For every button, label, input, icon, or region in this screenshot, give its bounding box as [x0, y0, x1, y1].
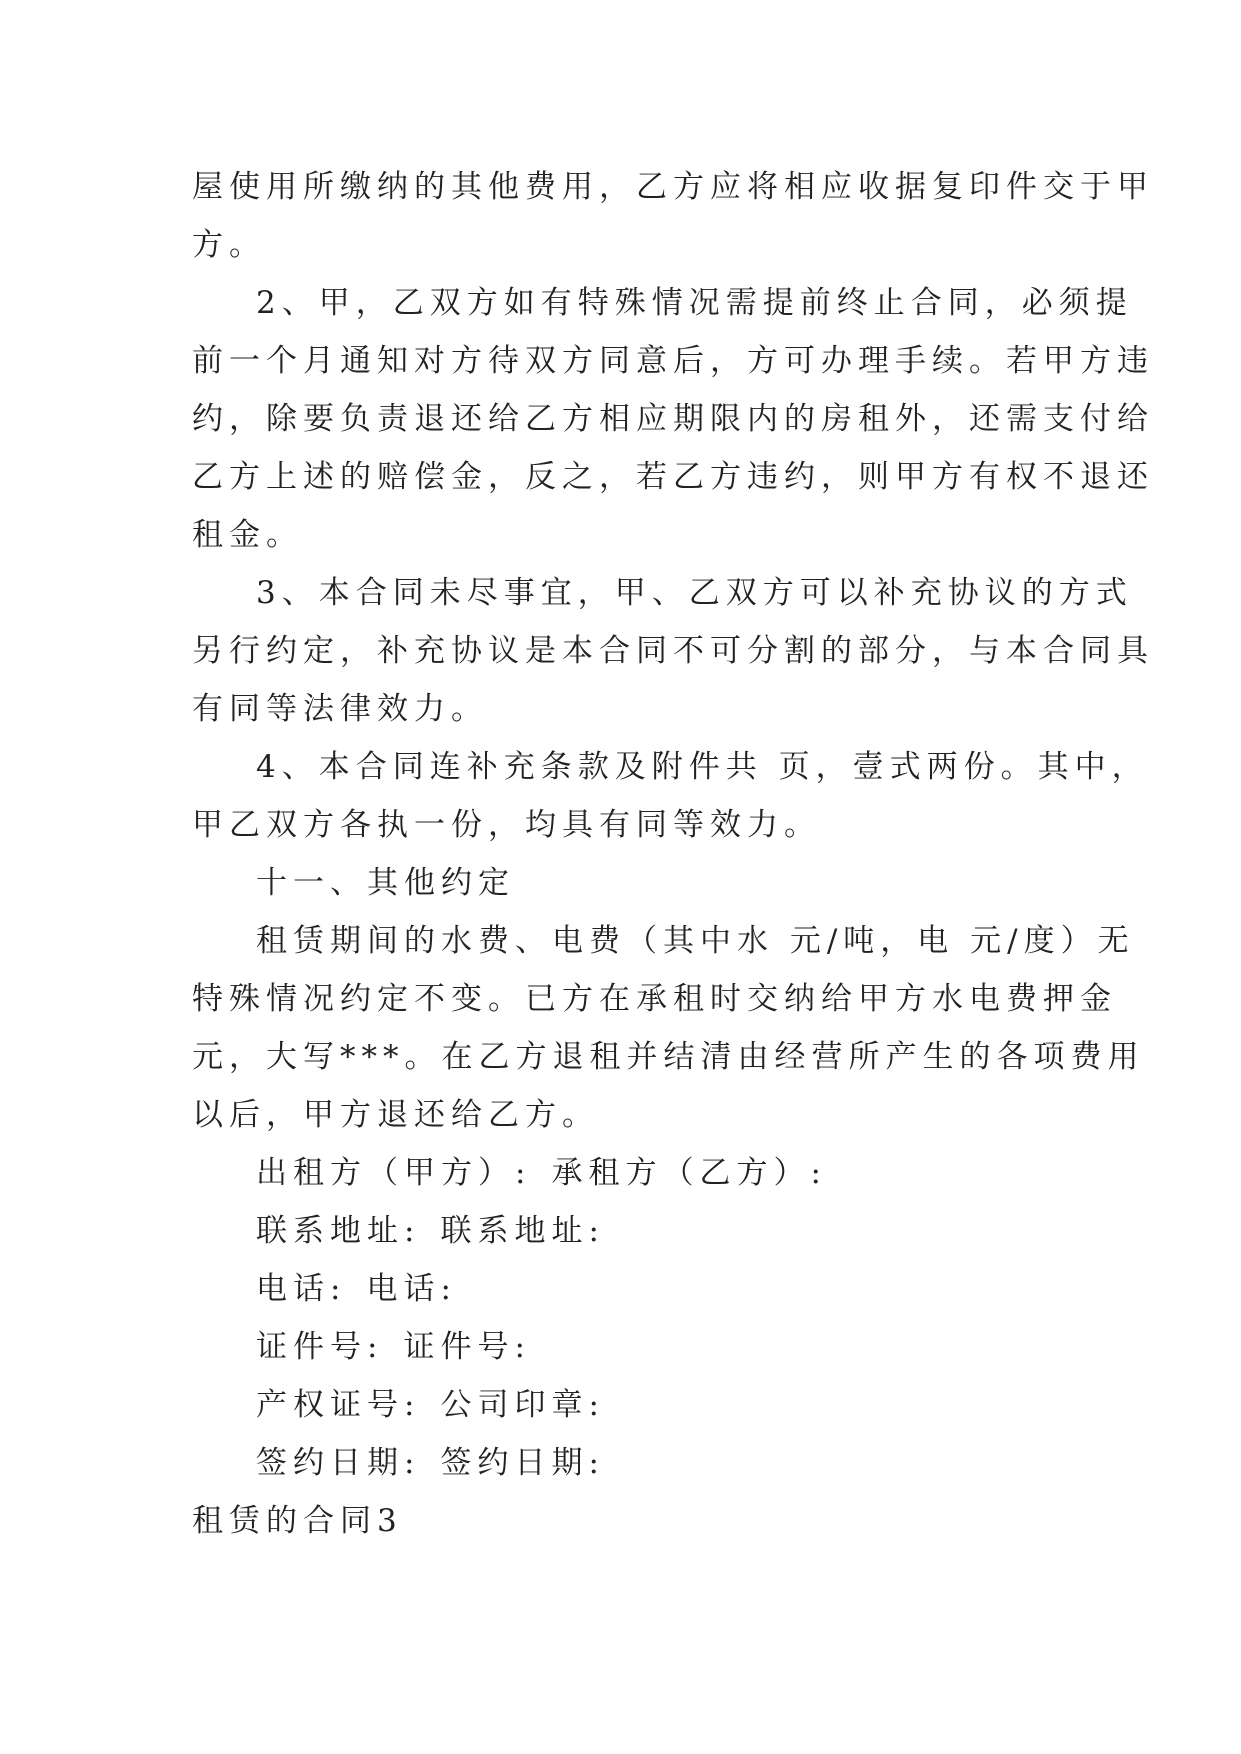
lessor-id-label: 证件号: — [256, 1329, 384, 1365]
paragraph-3-line-1: 3、本合同未尽事宜，甲、乙双方可以补充协议的方式 — [256, 575, 1133, 611]
paragraph-5-line-3: 元，大写***。在乙方退租并结清由经营所产生的各项费用 — [192, 1039, 1145, 1075]
paragraph-5-line-1: 租赁期间的水费、电费（其中水 元/吨，电 元/度）无 — [256, 923, 1135, 959]
lessee-label: 承租方（乙方）: — [551, 1155, 827, 1191]
paragraph-1-line-2: 方。 — [192, 227, 266, 263]
lessee-date-label: 签约日期: — [440, 1445, 605, 1481]
lessee-phone-label: 电话: — [366, 1271, 457, 1307]
lessor-date-label: 签约日期: — [256, 1445, 421, 1481]
paragraph-2-line-1: 2、甲，乙双方如有特殊情况需提前终止合同，必须提 — [256, 285, 1133, 321]
paragraph-5-line-2: 特殊情况约定不变。已方在承租时交纳给甲方水电费押金 — [192, 981, 1117, 1017]
property-cert-label: 产权证号: — [256, 1387, 421, 1423]
paragraph-2-line-5: 租金。 — [192, 517, 303, 553]
section-heading: 十一、其他约定 — [256, 865, 515, 901]
paragraph-1-line-1: 屋使用所缴纳的其他费用，乙方应将相应收据复印件交于甲 — [192, 169, 1154, 205]
signature-phone-row — [192, 1260, 1052, 1318]
document-page — [192, 158, 1154, 1550]
paragraph-2-line-4: 乙方上述的赔偿金，反之，若乙方违约，则甲方有权不退还 — [192, 459, 1154, 495]
paragraph-4-line-1: 4、本合同连补充条款及附件共 页，壹式两份。其中， — [256, 749, 1149, 785]
lessor-address-label: 联系地址: — [256, 1213, 421, 1249]
paragraph-2-line-2: 前一个月通知对方待双方同意后，方可办理手续。若甲方违 — [192, 343, 1154, 379]
signature-id-row — [192, 1318, 1052, 1376]
company-seal-label: 公司印章: — [440, 1387, 605, 1423]
lessee-id-label: 证件号: — [403, 1329, 531, 1365]
signature-address-row — [192, 1202, 1052, 1260]
next-contract-title: 租赁的合同3 — [192, 1503, 403, 1539]
paragraph-5-line-4: 以后，甲方退还给乙方。 — [192, 1097, 599, 1133]
signature-cert-row — [192, 1376, 1052, 1434]
paragraph-3-line-2: 另行约定，补充协议是本合同不可分割的部分，与本合同具 — [192, 633, 1154, 669]
lessor-label: 出租方（甲方）: — [256, 1155, 532, 1191]
signature-parties-row — [192, 1144, 1052, 1202]
signature-date-row — [192, 1434, 1052, 1492]
paragraph-2-line-3: 约，除要负责退还给乙方相应期限内的房租外，还需支付给 — [192, 401, 1154, 437]
paragraph-4-line-2: 甲乙双方各执一份，均具有同等效力。 — [192, 807, 821, 843]
lessee-address-label: 联系地址: — [440, 1213, 605, 1249]
lessor-phone-label: 电话: — [256, 1271, 347, 1307]
paragraph-3-line-3: 有同等法律效力。 — [192, 691, 488, 727]
